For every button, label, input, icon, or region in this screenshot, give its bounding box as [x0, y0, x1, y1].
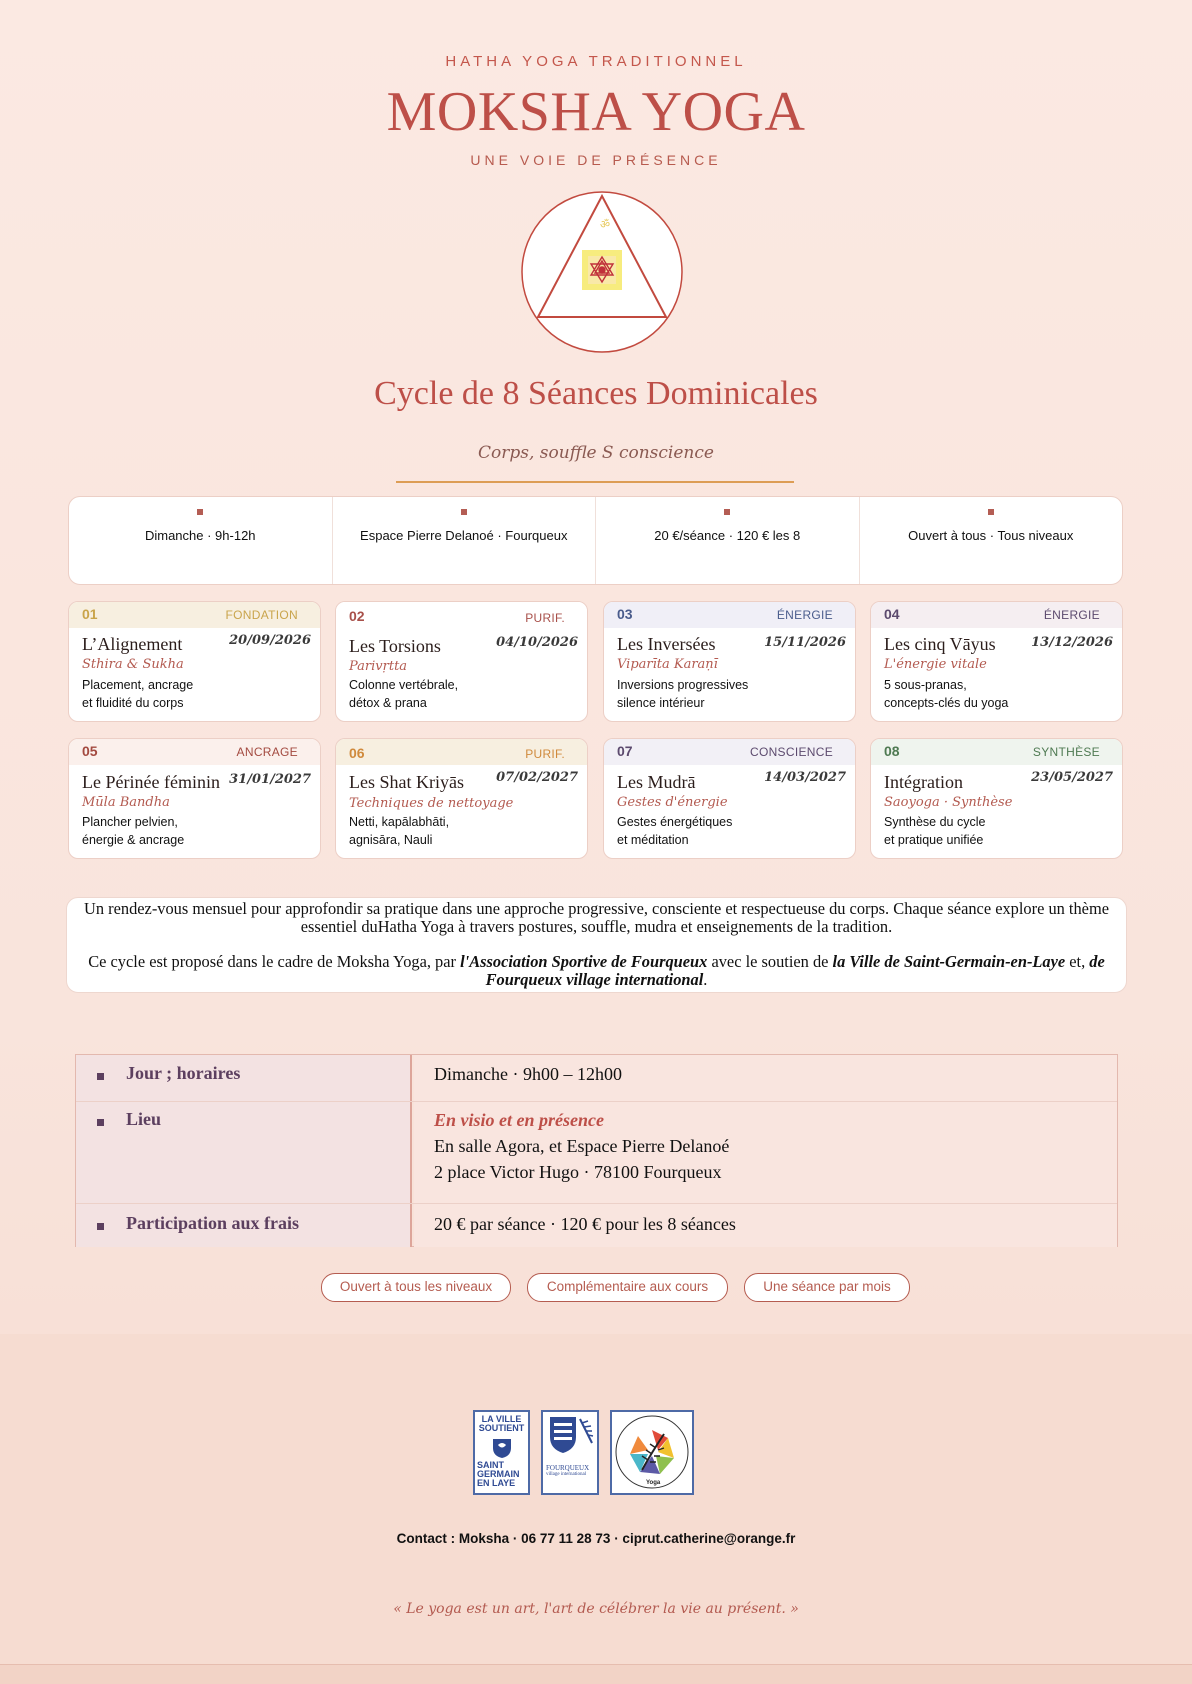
logo-text: EN LAYE [477, 1478, 516, 1488]
session-date: 14/03/2027 [764, 770, 846, 785]
session-title: Intégration [884, 772, 963, 792]
details-row-place [76, 1101, 1117, 1203]
logo-text: GERMAIN [477, 1469, 520, 1479]
pill-complementary: Complémentaire aux cours [527, 1273, 728, 1302]
session-desc-line: détox & prana [349, 696, 427, 710]
session-date: 20/09/2026 [229, 633, 311, 648]
session-number: 05 [82, 743, 98, 759]
session-desc-line: agnisāra, Nauli [349, 833, 433, 847]
session-card [603, 601, 856, 722]
session-category: ÉNERGIE [776, 608, 833, 622]
fourqueux-crest-icon [546, 1415, 594, 1459]
session-card [335, 601, 588, 722]
session-description [617, 676, 817, 712]
association-name: l'Association Sportive de Fourqueux [460, 952, 708, 971]
session-desc-line: Synthèse du cycle [884, 815, 986, 829]
session-description [82, 676, 282, 712]
session-category: FONDATION [225, 608, 298, 622]
session-title: Les Mudrā [617, 772, 696, 792]
cycle-title: Cycle de 8 Séances Dominicales [374, 375, 818, 412]
bottom-rule [0, 1664, 1192, 1684]
intro-sponsors [75, 953, 1118, 989]
session-number: 08 [884, 743, 900, 759]
bullet-icon [461, 509, 467, 515]
session-sanskrit: Saoyoga · Synthèse [884, 795, 1013, 810]
session-description [884, 676, 1084, 712]
session-desc-line: Plancher pelvien, [82, 815, 178, 829]
session-number: 02 [349, 608, 365, 624]
fourqueux-subtitle: village international [546, 1472, 587, 1477]
session-sanskrit: L'énergie vitale [884, 657, 987, 672]
day-value: Dimanche · 9h00 – 12h00 [434, 1064, 622, 1084]
session-desc-line: et fluidité du corps [82, 696, 184, 710]
pill-monthly: Une séance par mois [744, 1273, 910, 1302]
info-schedule: Dimanche · 9h-12h [144, 528, 256, 543]
session-sanskrit: Gestes d'énergie [617, 795, 728, 810]
cycle-tagline: Corps, souffle S conscience [478, 443, 714, 463]
info-place: Espace Pierre Delanoé · Fourqueux [360, 528, 568, 543]
session-number: 04 [884, 606, 900, 622]
session-title: Le Périnée féminin [82, 772, 220, 792]
info-cell-schedule [69, 497, 333, 584]
session-date: 04/10/2026 [496, 635, 578, 650]
fee-value: 20 € par séance · 120 € pour les 8 séances [434, 1214, 736, 1234]
closing-quote: « Le yoga est un art, l'art de célébrer la vie au présent. » [393, 1601, 799, 1617]
session-description [617, 813, 817, 849]
session-title: Les Shat Kriyās [349, 772, 464, 792]
place-line: 2 place Victor Hugo · 78100 Fourqueux [434, 1162, 722, 1182]
session-desc-line: Gestes énergétiques [617, 815, 733, 829]
place-mode: En visio et en présence [434, 1110, 604, 1130]
session-date: 31/01/2027 [229, 772, 311, 787]
association-sportive-logo [610, 1410, 694, 1495]
details-table [75, 1054, 1118, 1247]
session-desc-line: Netti, kapālabhāti, [349, 815, 450, 829]
intro-text: avec le soutien de [707, 952, 833, 971]
session-title: Les Inversées [617, 634, 716, 654]
session-desc-line: Placement, ancrage [82, 678, 194, 692]
footer [0, 1334, 1192, 1684]
session-card [870, 601, 1123, 722]
fee-label: Participation aux frais [126, 1213, 299, 1233]
bullet-icon [988, 509, 994, 515]
session-sanskrit: Techniques de nettoyage [349, 796, 514, 811]
session-description [349, 813, 549, 849]
session-category: PURIF. [525, 747, 565, 761]
session-sanskrit: Sthira & Sukha [82, 657, 184, 672]
session-card [68, 601, 321, 722]
logo-text: LA VILLE [481, 1414, 522, 1424]
session-card [870, 738, 1123, 859]
intro-text: et, [1065, 952, 1090, 971]
bullet-icon [724, 509, 730, 515]
logo-text: SAINT [477, 1460, 504, 1470]
place-value [434, 1107, 729, 1185]
session-sanskrit: Parivṛtta [349, 659, 408, 674]
session-desc-line: Inversions progressives [617, 678, 749, 692]
crest-icon [491, 1437, 513, 1459]
place-line: En salle Agora, et Espace Pierre Delanoé [434, 1136, 730, 1156]
logo-text: SOUTIENT [478, 1423, 525, 1433]
session-number: 07 [617, 743, 633, 759]
intro-text: . [703, 970, 708, 989]
session-number: 01 [82, 606, 98, 622]
info-cell-price [596, 497, 860, 584]
session-card [335, 738, 588, 859]
intro-paragraph: Un rendez-vous mensuel pour approfondir sa pratique dans une approche progressive, consciente et respectueuse du corps. Chaque séance explore un thème essentiel duHatha Yoga à travers postures, souffle, mudra et enseignements de la tradition. [84, 899, 1109, 936]
details-row-day [76, 1055, 1117, 1101]
session-title: Les Torsions [349, 636, 441, 656]
association-name [612, 1312, 631, 1313]
session-number: 06 [349, 745, 365, 761]
pill-all-levels: Ouvert à tous les niveaux [321, 1273, 511, 1302]
session-description [884, 813, 1084, 849]
info-bar [68, 496, 1123, 585]
session-desc-line: concepts-clés du yoga [884, 696, 1009, 710]
session-card [603, 738, 856, 859]
session-date: 15/11/2026 [764, 635, 846, 650]
intro-box [66, 897, 1127, 993]
info-cell-level [860, 497, 1123, 584]
session-desc-line: silence intérieur [617, 696, 705, 710]
intro-text: Ce cycle est proposé dans le cadre de Moksha Yoga, par [88, 952, 461, 971]
session-sanskrit: Mūla Bandha [82, 795, 170, 810]
page-title: MOKSHA YOGA [386, 81, 806, 143]
village-name: de Fourqueux village international [485, 952, 1105, 989]
header-kicker: HATHA YOGA TRADITIONNEL [445, 53, 747, 70]
details-row-fee [76, 1203, 1117, 1247]
session-sanskrit: Viparīta Karaṇī [617, 657, 718, 672]
bullet-icon [97, 1073, 104, 1080]
session-number: 03 [617, 606, 633, 622]
yantra-emblem-icon [514, 190, 690, 354]
ville-saint-germain-logo [473, 1410, 530, 1495]
fourqueux-name: FOURQUEUX [546, 1464, 590, 1472]
session-date: 23/05/2027 [1031, 770, 1113, 785]
session-title: Les cinq Vāyus [884, 634, 996, 654]
contact-info: Contact : Moksha · 06 77 11 28 73 · ciprut.catherine@orange.fr [396, 1531, 796, 1546]
session-desc-line: Colonne vertébrale, [349, 678, 459, 692]
info-cell-place [333, 497, 597, 584]
header-tagline: UNE VOIE DE PRÉSENCE [470, 152, 722, 168]
session-category: ÉNERGIE [1043, 608, 1100, 622]
session-category: ANCRAGE [236, 745, 298, 759]
session-card [68, 738, 321, 859]
session-category: SYNTHÈSE [1032, 745, 1100, 759]
svg-text:ॐ: ॐ [600, 218, 611, 231]
session-category: PURIF. [525, 611, 565, 625]
fourqueux-logo [541, 1410, 599, 1495]
session-desc-line: 5 sous-pranas, [884, 678, 967, 692]
place-label: Lieu [126, 1109, 162, 1129]
info-price: 20 €/séance · 120 € les 8 [654, 528, 801, 543]
divider [396, 481, 794, 483]
session-date: 07/02/2027 [496, 770, 578, 785]
bullet-icon [97, 1119, 104, 1126]
session-category: CONSCIENCE [749, 745, 833, 759]
day-label: Jour ; horaires [126, 1063, 241, 1083]
session-title: L’Alignement [82, 634, 183, 654]
bullet-icon [197, 509, 203, 515]
session-desc-line: et méditation [617, 833, 689, 847]
session-desc-line: énergie & ancrage [82, 833, 185, 847]
session-description [349, 676, 549, 712]
session-description [82, 813, 282, 849]
info-level: Ouvert à tous · Tous niveaux [908, 528, 1074, 543]
session-date: 13/12/2026 [1031, 635, 1113, 650]
session-desc-line: et pratique unifiée [884, 833, 984, 847]
city-name: la Ville de Saint-Germain-en-Laye [832, 952, 1066, 971]
bullet-icon [97, 1223, 104, 1230]
association-sub: Yoga [646, 1480, 661, 1486]
